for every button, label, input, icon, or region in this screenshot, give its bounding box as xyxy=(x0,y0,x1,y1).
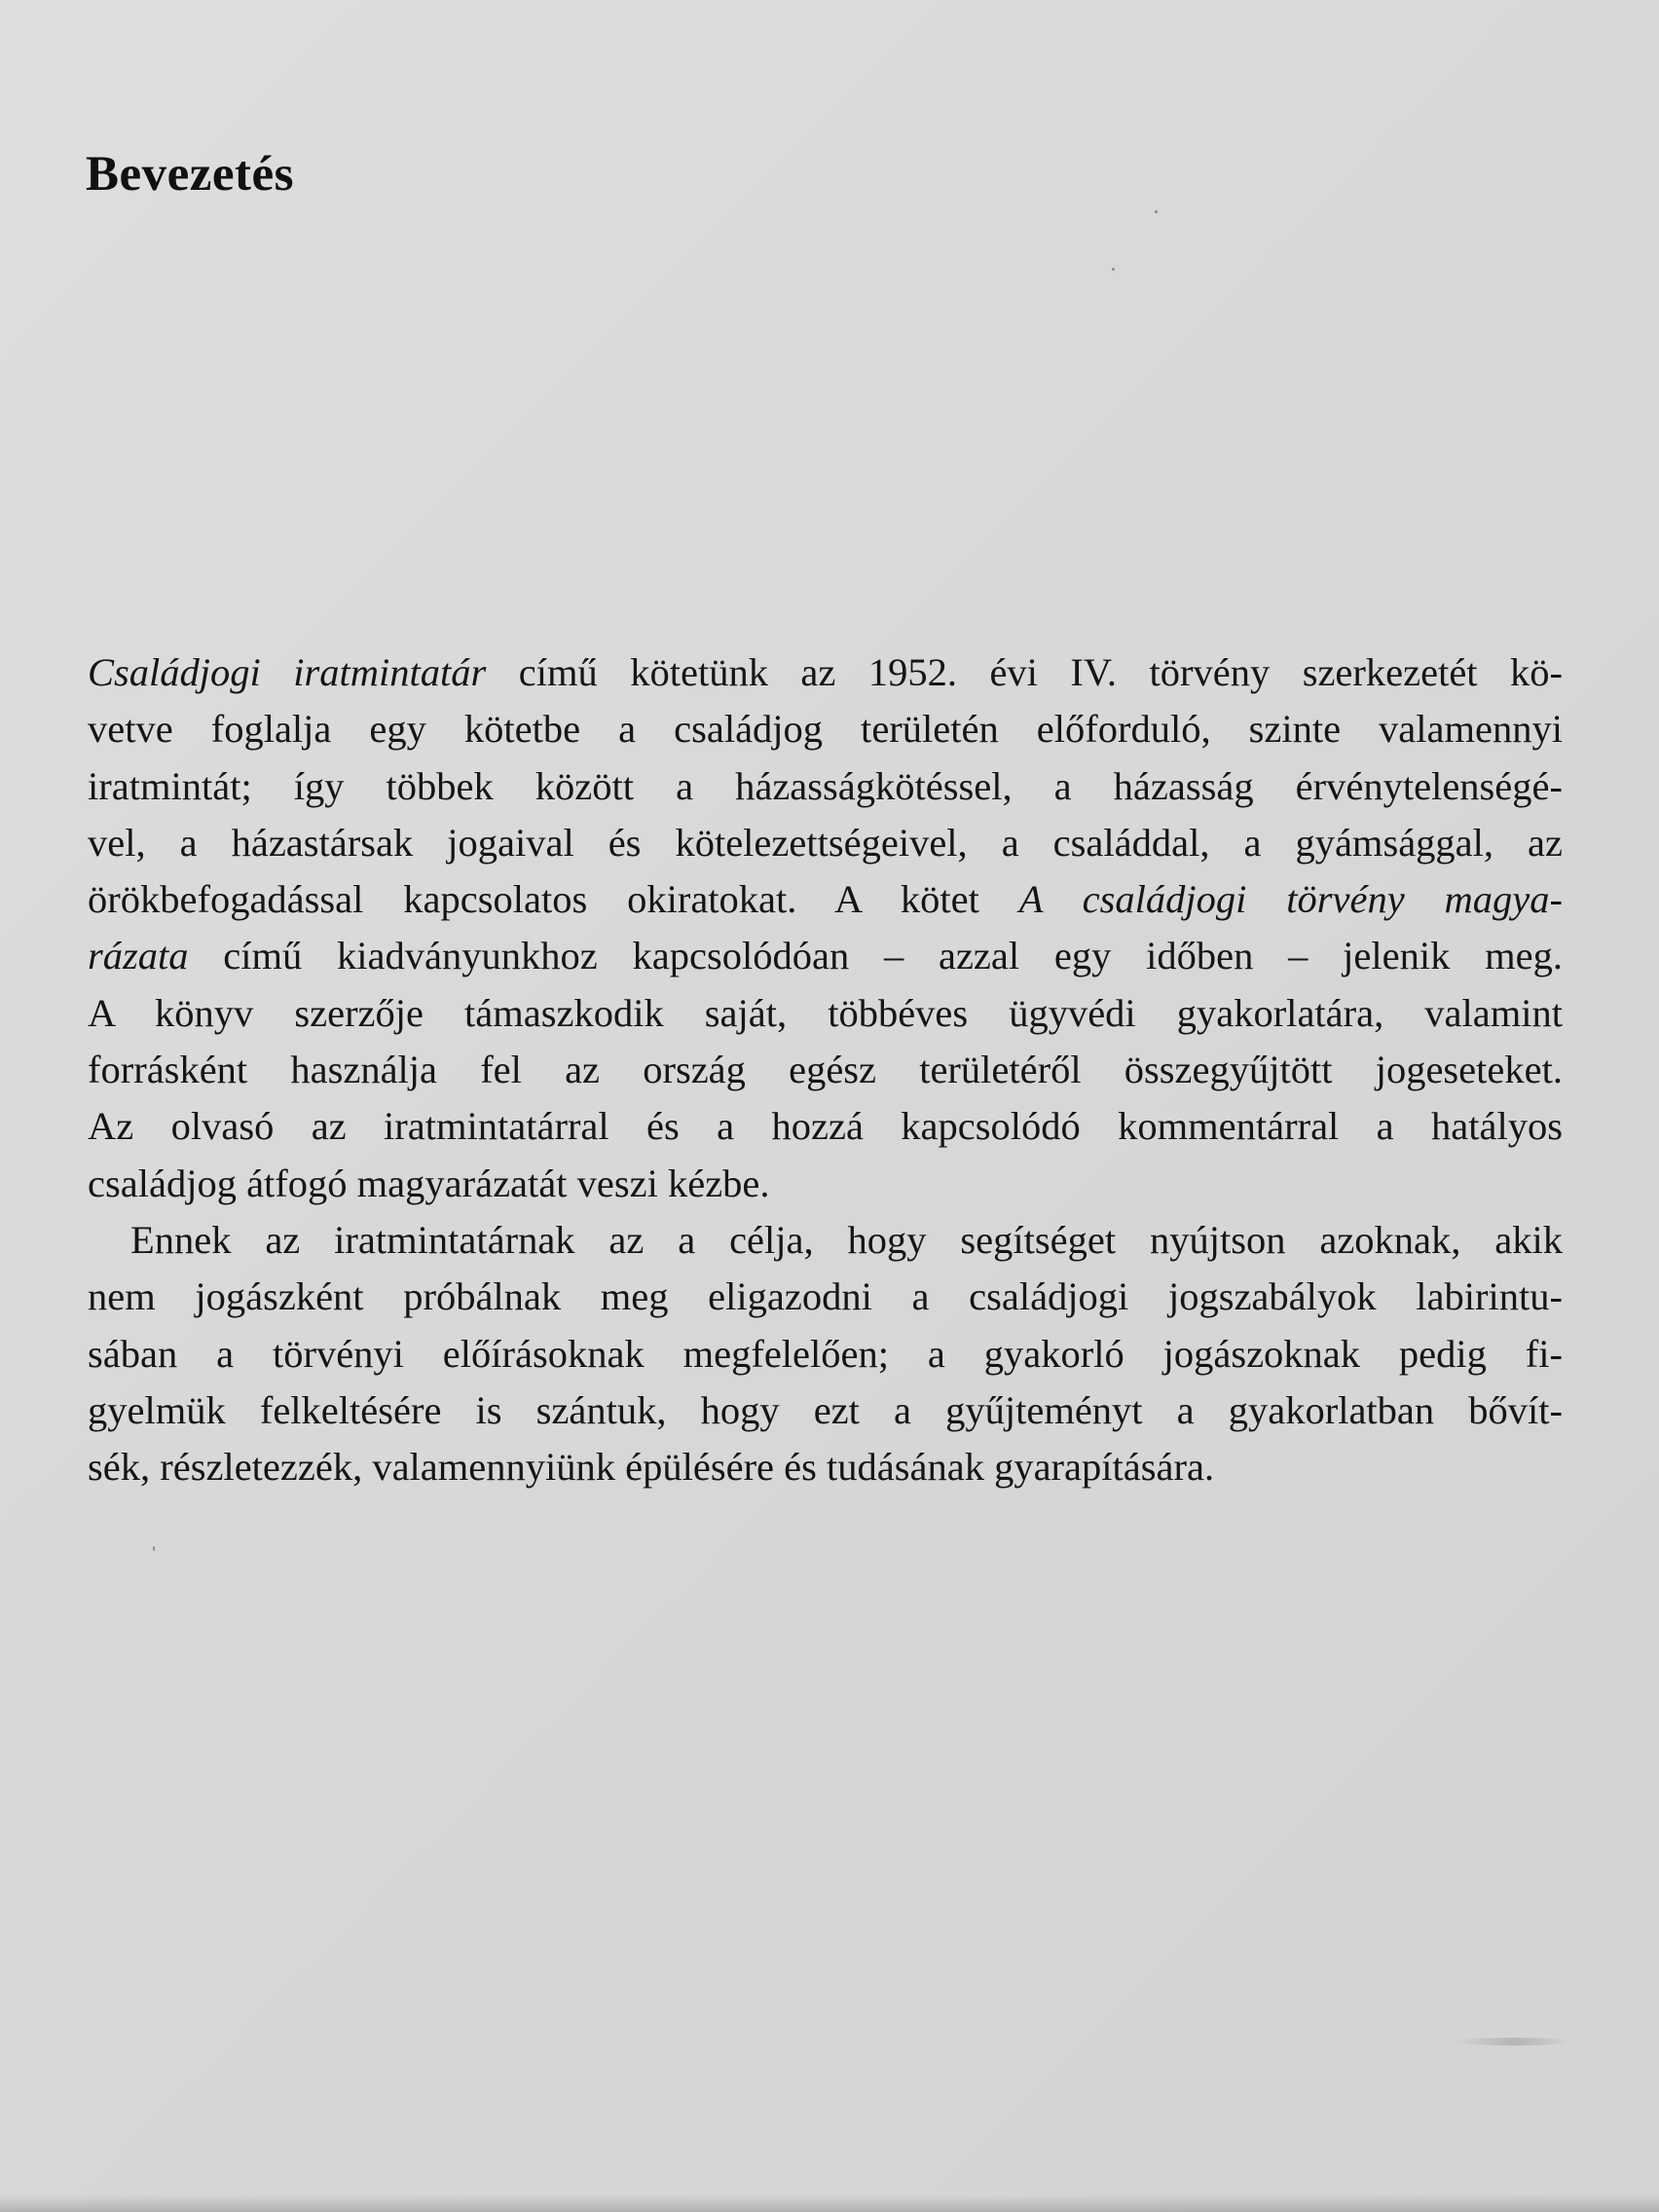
text-line: vel, a házastársak jogaival és kötelezettségeivel, a családdal, a gyámsággal, az xyxy=(88,820,1563,865)
text-line: sában a törvényi előírásoknak megfelelően; a gyakorló jogászoknak pedig fi- xyxy=(88,1331,1563,1376)
text-line: gyelmük felkeltésére is szántuk, hogy ezt a gyűjteményt a gyakorlatban bővít- xyxy=(88,1387,1563,1432)
text-line: örökbefogadással kapcsolatos okiratokat. A kötet A családjogi törvény magya- xyxy=(88,877,1564,922)
text-line: A könyv szerzője támaszkodik saját, többéves ügyvédi gyakorlatára, valamint xyxy=(88,990,1563,1035)
book-title-italic: rázata xyxy=(88,934,189,978)
text-line: vetve foglalja egy kötetbe a családjog területén előforduló, szinte valamennyi xyxy=(88,707,1563,752)
text-line: Családjogi iratmintatár című kötetünk az 1952. évi IV. törvény szerkezetét kö- xyxy=(88,650,1564,694)
chapter-heading: Bevezetés xyxy=(86,147,295,202)
text-line: iratmintát; így többek között a házasságkötéssel, a házasság érvénytelenségé- xyxy=(88,763,1563,808)
text-line: Ennek az iratmintatárnak az a célja, hogy segítséget nyújtson azoknak, akik xyxy=(130,1217,1563,1262)
text-line: rázata című kiadványunkhoz kapcsolódóan – azzal egy időben – jelenik meg. xyxy=(88,934,1563,978)
text-line: forrásként használja fel az ország egész területéről összegyűjtött jogeseteket. xyxy=(88,1048,1563,1092)
text-line: Az olvasó az iratmintatárral és a hozzá kapcsolódó kommentárral a hatályos xyxy=(88,1104,1563,1149)
paper-speck xyxy=(1155,210,1158,213)
paper-speck xyxy=(153,1546,155,1551)
book-title-italic: Családjogi iratmintatár xyxy=(88,650,487,694)
body-text xyxy=(88,645,1563,1495)
text-line: családjog átfogó magyarázatát veszi kézbe. xyxy=(88,1161,770,1205)
text-line: sék, részletezzék, valamennyiünk épülésére és tudásának gyarapítására. xyxy=(88,1445,1215,1490)
page-bottom-edge xyxy=(0,2194,1659,2212)
paper-speck xyxy=(1112,268,1115,271)
book-title-italic: A családjogi törvény magya- xyxy=(1018,877,1564,922)
paper-smudge xyxy=(1456,2038,1572,2046)
text-line: nem jogászként próbálnak meg eligazodni a családjogi jogszabályok labirintu- xyxy=(88,1274,1563,1319)
